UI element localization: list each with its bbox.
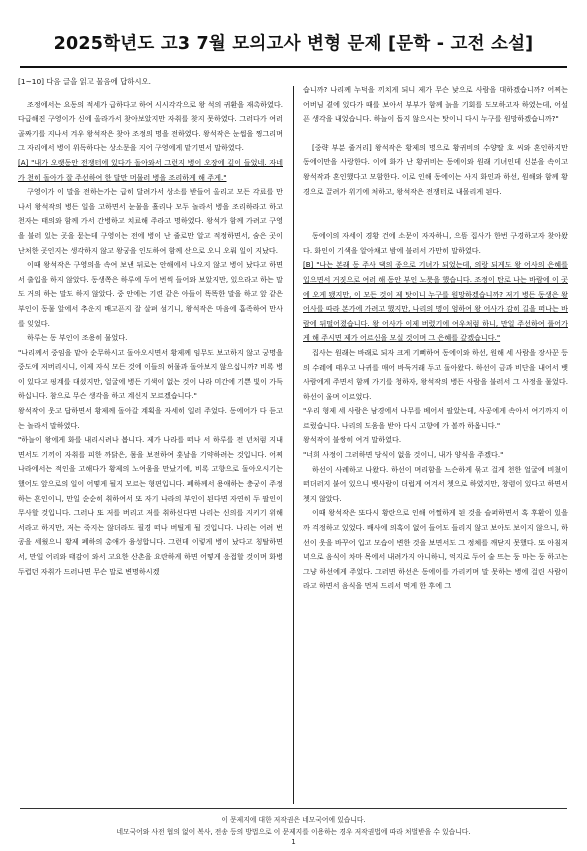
passage-paragraph: 조정에서는 요동의 적세가 급하다고 하여 시시각각으로 왕 석의 귀환을 재촉하였다. 다급해진 구영이가 신에 올라가서 찾아보았지만 자취를 찾지 못하였다. 그러다가 여러 골짜기를 지나서 겨우 왕석작은 찾아 조정의 명을 전하였다. 왕석작은 눈썹을 찡그리며 그 자리에서 병이 위독하다는 상소문을 지어 구영에게 맡기면서 말하였다. — [18, 99, 283, 153]
omitted-summary: [중략 부분 줄거리] 왕석작은 황제의 명으로 황귀비의 수양딸 호 씨와 혼인하지만 동에이만을 사랑한다. 이에 화가 난 황귀비는 동에이와 원래 기녀인데 신분을 속이고 왕석작과 혼인했다고 모함한다. 이로 인해 동에이는 사지 화인과 하선, 원해와 함께 황경으로 끌려가 위기에 처하고, 왕석작은 전쟁터로 내몰리게 된다. — [303, 142, 568, 196]
passage-dialogue: "우리 형제 세 사람은 남경에서 나무를 베어서 팔았는데, 사공에게 속아서 여기까지 이르렀습니다. 나리의 도움을 받아 다시 고향에 가 볼까 하옵니다." — [303, 406, 568, 430]
passage-paragraph: 왕석작이 웃고 답하면서 황제께 돌아갈 계획을 자세히 일러 주었다. 동에어가 다 듣고는 놀라서 말하였다. — [18, 406, 283, 430]
passage-paragraph: 이때 왕석작은 구영의을 속여 보낸 뒤로는 안해에서 나오지 않고 병이 났다고 하면서 출입을 하지 않았다. 동생쪽은 하루에 두어 번씩 들어와 보았지만, 있으라고 하는 말도 거의 하는 말도 하지 않았다. 중 안에는 기련 같은 아들이 똑똑한 말을 하고 앞 같은 부인이 동물 앞에서 추운지 배고픈지 잘 살펴 섬기니, 왕석작은 마음에 흡족하여 만사를 잊었다. — [18, 260, 283, 328]
left-column — [18, 75, 283, 579]
right-column — [303, 83, 568, 594]
passage-paragraph: 하루는 동 부인이 조용히 물었다. — [27, 333, 128, 343]
passage-paragraph: 왕석작이 불쌍히 여겨 말하였다. — [303, 435, 402, 445]
passage-paragraph: 동에이의 자세이 경황 건에 소문이 자자하니, 으뜸 집사가 한번 구경하고자 찾아왔다. 화인이 기색을 알아채고 밤에 불러서 가만히 말하였다. — [303, 231, 568, 255]
passage-paragraph: 이때 왕석작은 또다시 황란으로 인해 어쩔하게 된 것을 슬퍼하면서 혹 후환이 있을까 걱정하고 있었다. 배사에 의혹이 없어 들어도 들리지 않고 보아도 보이지 않으니, 하선이 웃을 바꾸어 입고 모습이 변한 것을 보면서도 그 정체를 깨닫지 못했다. 또 아침저녁으로 음식이 차마 목에서 내려가지 아니하니, 억지로 두어 술 뜨는 둥 마는 둥 하고는 그냥 하선에게 주었다. 그러면 하선은 동에이를 가리키며 말 못하는 병에 걸린 사람이라고 하면서 음식을 먼저 드리서 먹게 한 후에 그 — [303, 508, 568, 591]
title-rule — [20, 66, 567, 68]
copyright-notice: 이 문제지에 대한 저작권은 네모국어에 있습니다. — [221, 816, 366, 824]
copyright-warning: 네모국어와 사전 협의 없이 복사, 전송 등의 방법으로 이 문제지를 이용하는 경우 저작권법에 따라 처벌받을 수 있습니다. — [116, 828, 471, 836]
question-instruction: [1~10] 다음 글을 읽고 물음에 답하시오. — [18, 77, 151, 86]
passage-dialogue: "나리께서 중임을 맡아 순무하시고 돌아오시면서 황제께 임무도 보고하지 않고 궁명을 중도에 저버리시니, 이제 자식 모든 것에 이들의 허물과 돌아보지 않으십니까? 비록 병이 있다고 핑계를 대셨지만, 얼굴에 병든 기색이 없는 것이 나라 미간에 기쁜 빛이 가득하십니다. 참으로 무슨 생각을 하고 계신지 모르겠습니다." — [18, 347, 283, 401]
passage-dialogue: 습니까? 나리께 누덕을 끼치게 되니 제가 무슨 낯으로 사람을 대하겠습니까? 어찌는 어버님 곁에 있다가 때를 보아서 부부가 함께 늙을 기회를 도모하고자 하였는데, 어설픈 생각을 내었습니다. 하늘이 돕지 않으시는 탓이니 다시 누구를 원망하겠습니까?" — [303, 85, 568, 124]
passage-paragraph-b: [B] "나는 본래 동 주사 댁의 종으로 기녀가 되었는데, 의랑 되게도 왕 어사의 은혜를 입으면서 거짓으로 여러 해 동안 부인 노릇을 했습니다. 조정이 탄로 나는 바람에 이 곳에 오게 됐지만, 이 모든 것이 제 탓이니 누구를 원망하겠습니까? 저기 병든 동생은 왕 어사를 따라 본가에 가려고 했지만, 나리의 명이 엄하여 왕 어사가 감히 길을 떠나는 바람에 뒤떨어졌습니다. 왕 어사가 이제 버렸기에 여우처럼 하니, 만일 주선하여 풀어가게 해 주시면 제가 어르신을 모실 것이며 그 은혜를 갚겠습니다." — [303, 260, 568, 343]
page-number: 1 — [291, 838, 296, 846]
footer-rule — [20, 808, 567, 809]
passage-paragraph: 구영이가 이 말을 전하는가는 급히 달려가서 상소를 받들어 올리고 모든 각료를 만나서 왕석작의 병든 일을 고하면서 눈물을 흘리나 모두 놀라서 병을 조리하라고 하고 천자는 태의와 함께 가서 간병하고 치료해 주라고 명하였다. 왕석가 함께 가려고 구영을 불러 있는 곳을 묻는데 구영이는 전에 병이 난 줄로만 알고 적정하면서, 숨은 곳이 난처한 곳인지는 생각하지 않고 왕궁을 인도하여 함께 산으로 오니 오뤄 일이 지났다. — [18, 187, 283, 255]
passage-dialogue: "하늘이 왕에게 화를 내리시려나 봅니다. 제가 나라를 떠나 서 하루를 전 년처럼 지내면서도 기끼이 자취를 피한 까닭은, 몸을 보전하여 훗날을 기약하려는 것입니다. 어찌 나라에서는 적인을 고해다가 황제의 노여움을 만났기에, 비록 고향으로 돌아오시기는 했어도 앞으로의 일이 어떻게 될지 모르는 형편입니다. 폐하께서 용애하는 충궁이 주정하는 흔인이니, 만일 순순히 취하여서 또 자기 나라의 부인이 된다면 자연히 두 팔인이 무사할 것입니다. 그러나 또 저를 버리고 저를 취하신다면 나리는 신의를 지키기 위해서라고 하지만, 저는 죽지는 않더라도 필경 떠나 버틸게 될 것입니다. 나리는 어려 번 공을 세웠으니 황제 폐하의 총애가 융성합니다. 그런데 이렇게 병이 났다고 칭탈하면서, 만일 어리와 태감이 와서 고요한 산촌을 요란하게 하면 어떻게 응접할 것이며 화병 두렵던 자취가 드러나면 무슨 말로 변명하시겠 — [18, 435, 283, 576]
passage-paragraph: 집사는 원래는 바래로 되자 크게 기뻐하여 동에이와 하선, 원해 세 사람을 장사꾼 등의 수레에 태우고 나귀를 매어 바둑거래 두고 돌아왔다. 하선이 금과 비단을 내어서 뱃사람에게 주면서 함께 가기를 청하자, 왕석작의 병든 사람을 불러서 그 사정을 물었다. 하선이 울며 이르었다. — [303, 347, 568, 401]
passage-paragraph-a: [A] "내가 오랫동안 전쟁터에 있다가 돌아와서 그런지 병이 오장에 깊이 들었네. 자네가 천히 돌아가 잘 주선하여 한 달만 머물러 병을 조리하게 해 주게." — [18, 157, 283, 182]
passage-paragraph: 하선이 사례하고 나왔다. 하선이 며리함을 느슨하게 묶고 걸게 천한 얼굴에 비쳤이 떠더러지 붙어 있으니 뱃사람이 더럽게 여겨서 쳇으로 하였지만, 창렴이 있다고 하면서 쳇지 않았다. — [303, 464, 568, 503]
column-divider — [293, 86, 294, 804]
page-title: 2025학년도 고3 7월 모의고사 변형 문제 [문학 - 고전 소설] — [53, 34, 534, 54]
passage-dialogue: "너희 사정이 그러하면 당식이 없을 것이니, 내가 양식을 주겠다." — [303, 450, 504, 460]
